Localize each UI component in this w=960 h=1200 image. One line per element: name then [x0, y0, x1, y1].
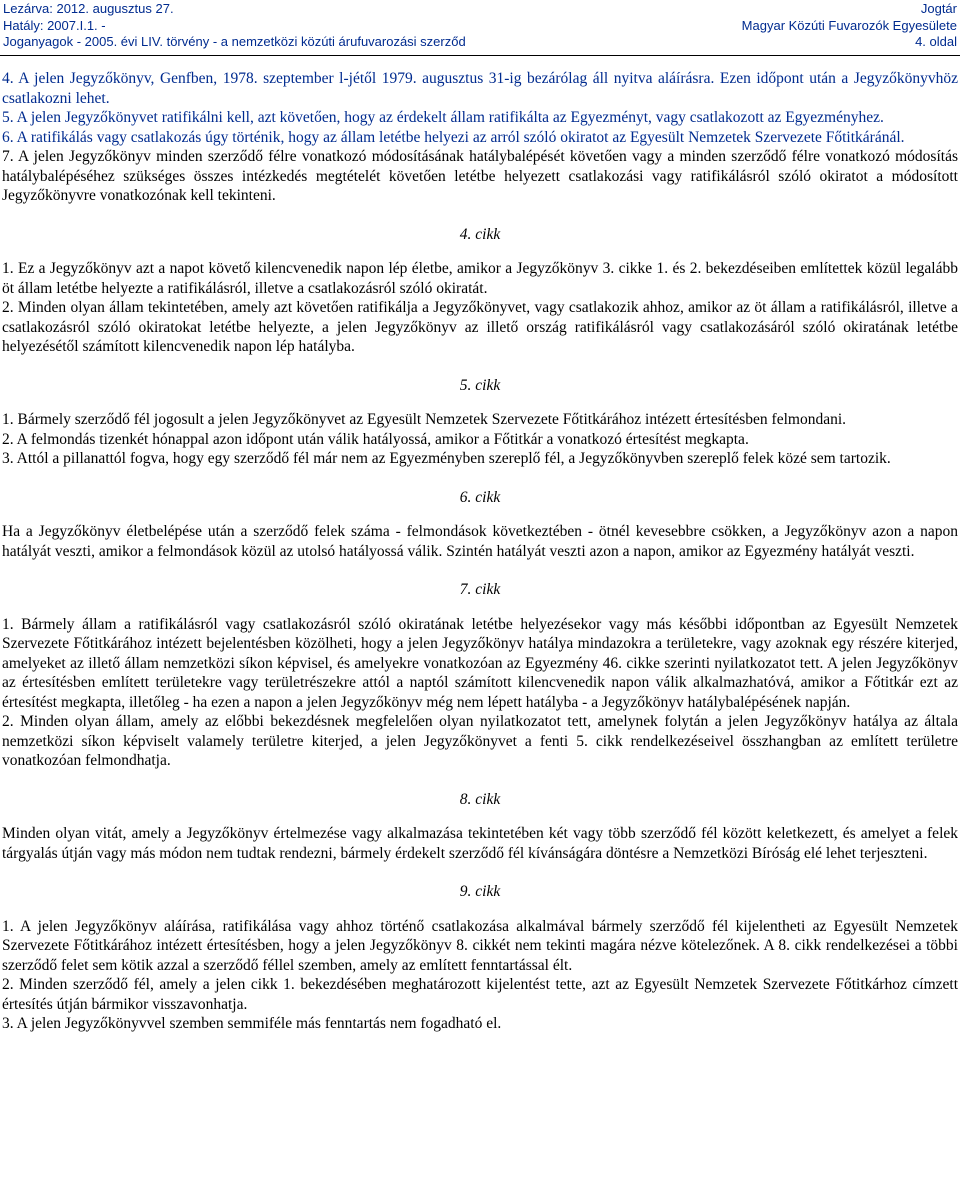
header-page-number: 4. oldal	[915, 34, 957, 49]
intro-item-5: 5. A jelen Jegyzőkönyvet ratifikálni kell, azt követően, hogy az érdekelt állam ratifikálta az Egyezményt, vagy csatlakozott az Egyezményhez.	[2, 109, 884, 126]
article-5-paragraph-3: 3. Attól a pillanattól fogva, hogy egy szerződő fél már nem az Egyezményben szereplő fél, a Jegyzőkönyvben szereplő felek közé sem tartozik.	[2, 450, 891, 467]
article-6-paragraph-1: Ha a Jegyzőkönyv életbelépése után a szerződő felek száma - felmondások következtében - ötnél kevesebbre csökken, a Jegyzőkönyv azon a napon hatályát veszti, amikor a felmondások közül az utolsó hatályossá válik. Szintén hatályát veszti azon a napon, amikor az Egyezmény hatályát veszti.	[2, 523, 958, 560]
article-8-heading: 8. cikk	[459, 790, 501, 808]
header-product-name: Jogtár	[920, 1, 957, 16]
article-7-heading: 7. cikk	[459, 581, 501, 598]
article-7-paragraph-2: 2. Minden olyan állam, amely az előbbi bekezdésnek megfelelően olyan nyilatkozatot tett, amelynek folytán a jelen Jegyzőkönyv hatálya az általa nemzetközi síkon képviselt valamely területre kiterjed, a jelen Jegyzőkönyvet a fenti 5. cikk rendelkezéseivel összhangban az említett területre vonatkozóan felmondhatja.	[2, 713, 958, 769]
article-7-paragraph-1: 1. Bármely állam a ratifikálásról vagy csatlakozásról szóló okiratának letétbe helyezésekor vagy más későbbi időpontban az Egyesült Nemzetek Szervezete Főtitkárához intézett bejelentésben közölheti, hogy a jelen Jegyzőkönyv hatálya mindazokra a területekre, vagy azoknak egy részére kiterjed, amelyeket az illető állam nemzetközi síkon képvisel, és amelyekre vonatkozóan az Egyezmény 46. cikke szerinti nyilatkozatot tett. A jelen Jegyzőkönyv az értesítésben említett területekre vagy területrészekre attól a naptól számított kilencvenedik napon válik alkalmazhatóvá, amikor a Főtitkár ezt az értesítést megkapta, illetőleg - ha ezen a napon a jelen Jegyzőkönyv még nem lépett hatályba - a Jegyzőkönyv hatálybalépésének napján.	[2, 615, 958, 711]
header-divider	[0, 55, 960, 56]
article-9-heading: 9. cikk	[459, 883, 501, 900]
article-9-paragraph-1: 1. A jelen Jegyzőkönyv aláírása, ratifikálása vagy ahhoz történő csatlakozása alkalmával bármely szerződő fél kijelentheti az Egyesült Nemzetek Szervezete Főtitkárához intézett értesítésben, hogy a jelen Jegyzőkönyv 8. cikkét nem tekinti magára nézve kötelezőnek. A 8. cikk rendelkezései a többi szerződő felet sem kötik azzal a szerződő féllel szemben, amely az említett fenntartással élt.	[2, 917, 958, 974]
intro-item-6: 6. A ratifikálás vagy csatlakozás úgy történik, hogy az állam letétbe helyezi az arról szóló okiratot az Egyesült Nemzetek Szervezete Főtitkáránál.	[2, 128, 905, 146]
article-5-paragraph-2: 2. A felmondás tizenkét hónappal azon időpont után válik hatályossá, amikor a Főtitkár a vonatkozó értesítést megkapta.	[2, 430, 749, 448]
header-right-block	[742, 1, 957, 51]
document-body	[2, 69, 958, 1034]
header-closed-date: Lezárva: 2012. augusztus 27.	[3, 1, 174, 16]
intro-item-4: 4. A jelen Jegyzőkönyv, Genfben, 1978. szeptember l-jétől 1979. augusztus 31-ig bezárólag áll nyitva aláírásra. Ezen időpont után a Jegyzőkönyvhöz csatlakozni lehet.	[2, 70, 958, 107]
article-5-heading: 5. cikk	[459, 376, 501, 394]
header-document-title: Joganyagok - 2005. évi LIV. törvény - a nemzetközi közúti árufuvarozási szerződ	[3, 34, 466, 49]
article-5-paragraph-1: 1. Bármely szerződő fél jogosult a jelen Jegyzőkönyvet az Egyesült Nemzetek Szervezete Főtitkárához intézett értesítésben felmondani.	[2, 411, 847, 428]
article-8-paragraph-1: Minden olyan vitát, amely a Jegyzőkönyv értelmezése vagy alkalmazása tekintetében két vagy több szerződő fél között keletkezett, és amelyet a felek tárgyalás útján vagy más módon nem tudtak rendezni, bármely érdekelt szerződő fél kívánságára döntésre a Nemzetközi Bíróság elé lehet terjeszteni.	[2, 825, 958, 862]
paragraph-7: 7. A jelen Jegyzőkönyv minden szerződő félre vonatkozó módosításának hatálybalépését követően vagy a minden szerződő félre vonatkozó módosítás hatálybalépéséhez szükséges összes intézkedés megtételét követően letétbe helyezett csatlakozási vagy ratifikálásról szóló okiratot a módosított Jegyzőkönyvre vonatkozónak kell tekinteni.	[2, 148, 958, 204]
page-header	[0, 0, 960, 62]
header-effect-period: Hatály: 2007.I.1. -	[3, 17, 106, 33]
article-9-paragraph-2: 2. Minden szerződő fél, amely a jelen cikk 1. bekezdésében meghatározott kijelentést tette, azt az Egyesült Nemzetek Szervezete Főtitkárhoz címzett értesítés útján bármikor visszavonhatja.	[2, 976, 958, 1013]
header-left-block	[3, 1, 466, 51]
article-6-heading: 6. cikk	[459, 488, 501, 506]
article-4-paragraph-1: 1. Ez a Jegyzőkönyv azt a napot követő kilencvenedik napon lép életbe, amikor a Jegyzőkönyv 3. cikke 1. és 2. bekezdéseiben említettek közül legalább öt állam letétbe helyezte a ratifikálásról, illetve a csatlakozásról szóló okiratát.	[2, 260, 958, 297]
article-4-paragraph-2: 2. Minden olyan állam tekintetében, amely azt követően ratifikálja a Jegyzőkönyvet, vagy csatlakozik ahhoz, amikor az öt állam a ratifikálásról, illetve a csatlakozásról szóló okiratokat letétbe helyezte, a jelen Jegyzőkönyv az illető ország ratifikálásról vagy csatlakozásáról szóló okiratának letétbe helyezésétől számított kilencvenedik napon lép hatályba.	[2, 299, 958, 355]
header-organization: Magyar Közúti Fuvarozók Egyesülete	[741, 17, 957, 33]
article-9-paragraph-3: 3. A jelen Jegyzőkönyvvel szemben semmiféle más fenntartás nem fogadható el.	[2, 1015, 502, 1032]
article-4-heading: 4. cikk	[459, 225, 501, 243]
